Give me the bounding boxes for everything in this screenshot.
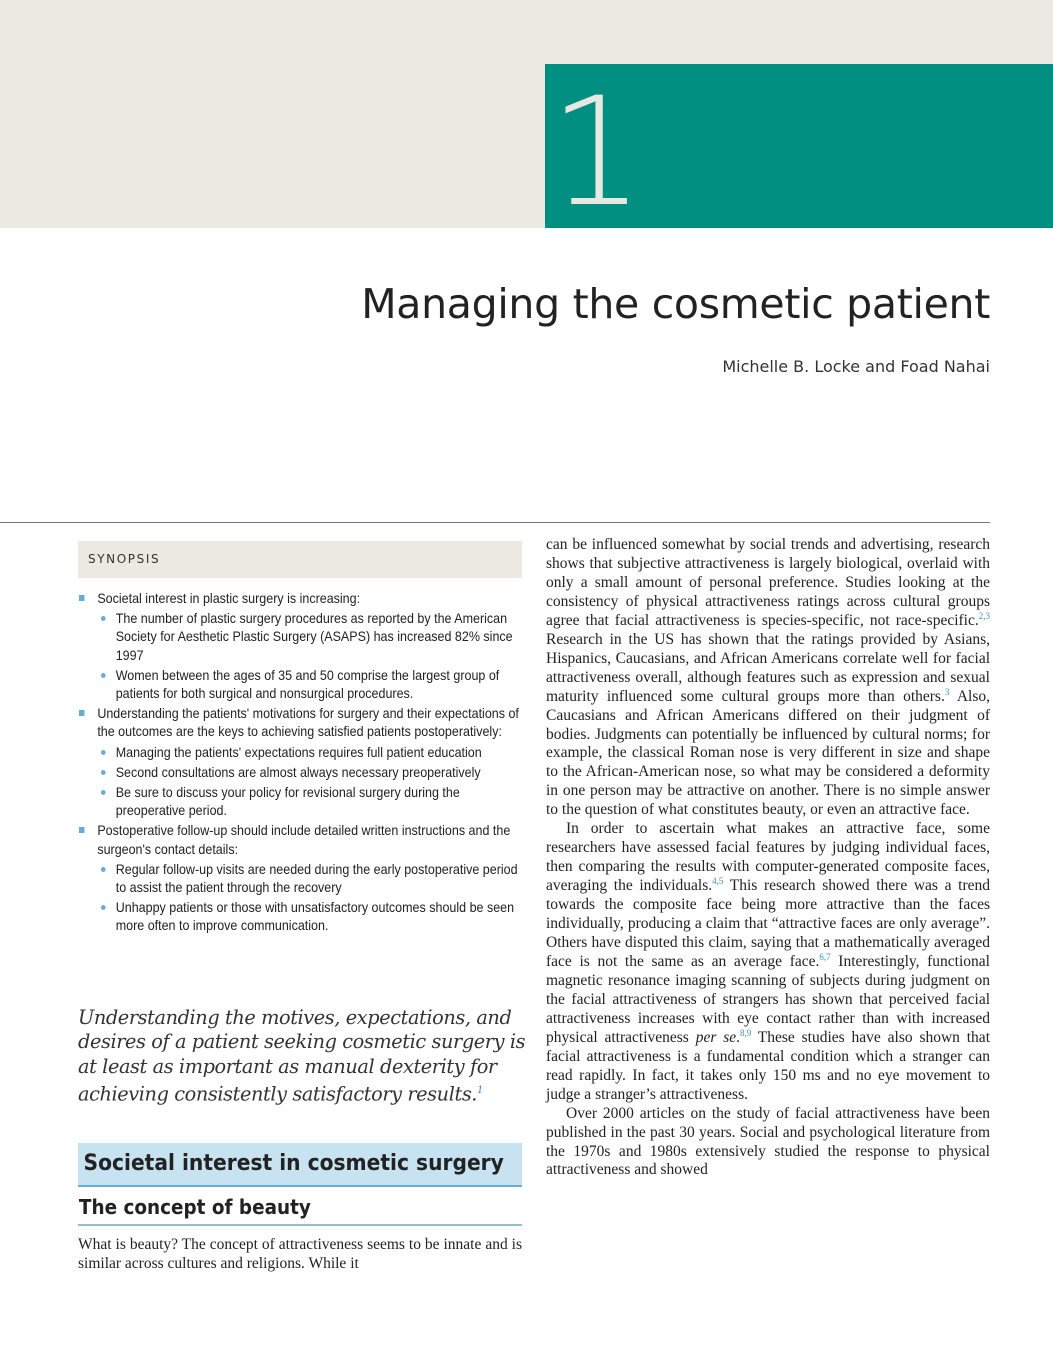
header-divider	[0, 522, 990, 523]
left-column-body	[78, 1236, 522, 1274]
synopsis-sublist	[97, 610, 519, 703]
synopsis-item	[78, 705, 520, 820]
paragraph-text: Also, Caucasians and African Americans differed on their judgment of bodies. Judgments can potentially be influenced by cultural norms; for example, the classical Roman nose is very different in size and shape to the African-American nose, so what may be considered a deformity in one person may be attractive on another. There is no simple answer to the question of what constitutes beauty, or even an attractive face.	[546, 687, 990, 819]
chapter-title: Managing the cosmetic patient	[361, 280, 990, 328]
paragraph-text: Interestingly, functional magnetic resonance imaging scanning of subjects during judgment on the facial attractiveness of strangers has shown that perceived facial attractiveness increases with eye contact rather than with increased physical attractiveness	[546, 952, 990, 1046]
synopsis-subitem: Women between the ages of 35 and 50 comprise the largest group of patients for both surgical and nonsurgical procedures.	[97, 667, 519, 703]
body-paragraph: What is beauty? The concept of attractiveness seems to be innate and is similar across cultures and religions. While it	[78, 1236, 522, 1272]
citation: 8,9	[739, 1027, 752, 1038]
synopsis-subitem: Managing the patients' expectations requires full patient education	[97, 744, 519, 762]
paragraph-text: .	[736, 1028, 740, 1046]
synopsis-item	[78, 590, 520, 703]
synopsis-heading: SYNOPSIS	[78, 541, 522, 578]
section-heading: Societal interest in cosmetic surgery	[83, 1151, 504, 1176]
synopsis-subitem: Second consultations are almost always necessary preoperatively	[97, 764, 519, 782]
citation: 3	[944, 686, 950, 697]
synopsis-item-text: Postoperative follow-up should include detailed written instructions and the surgeon's contact details:	[97, 823, 511, 857]
italic-text: per se	[695, 1028, 737, 1046]
paragraph-text: This research showed there was a trend towards the composite face being more attractive than the faces individually, producing a claim that “attractive faces are only average”. Others have disputed this claim, saying that a mathematically averaged face is not the same as an average face.	[546, 877, 990, 970]
paragraph-text: These studies have also shown that facial attractiveness is a fundamental condition which a stranger can read rapidly. In fact, it takes only 150 ms and no eye movement to judge a stranger’s attractiveness.	[546, 1028, 990, 1103]
paragraph-text: In order to ascertain what makes an attractive face, some researchers have assessed facial features by judging individual faces, then comparing the results with computer-generated composite faces, averaging the individuals.	[546, 820, 990, 895]
paragraph-text: can be influenced somewhat by social trends and advertising, research shows that subjective attractiveness is largely biological, overlaid with only a small amount of personal preference. Studies looking at the consistency of physical attractiveness ratings across cultural groups agree that facial attractiveness is species-specific, not race-specific.	[546, 536, 990, 629]
paragraph-text: Research in the US has shown that the ratings provided by Asians, Hispanics, Caucasians, and African Americans correlate well for facial attractiveness overall, although features such as expression and sexual maturity influenced some cultural groups more than others.	[546, 630, 990, 705]
quote-reference: 1	[477, 1085, 484, 1097]
chapter-authors: Michelle B. Locke and Foad Nahai	[722, 357, 990, 376]
section-heading-box	[78, 1143, 522, 1187]
pull-quote-text: Understanding the motives, expectations, and desires of a patient seeking cosmetic surgery is at least as important as manual dexterity for achieving consistently satisfactory results.	[78, 1006, 526, 1106]
synopsis-subitem: Be sure to discuss your policy for revisional surgery during the preoperative period.	[97, 784, 519, 820]
pull-quote	[78, 1006, 528, 1107]
body-paragraph	[546, 820, 990, 1104]
synopsis-subitem: The number of plastic surgery procedures as reported by the American Society for Aesthetic Plastic Surgery (ASAPS) has increased 82% since 1997	[97, 610, 519, 665]
body-paragraph: Over 2000 articles on the study of facial attractiveness have been published in the past 30 years. Social and psychological literature from the 1970s and 1980s extensively studied the response to physical attractiveness and showed	[546, 1104, 990, 1179]
citation: 4,5	[712, 876, 724, 886]
synopsis-sublist	[97, 861, 519, 936]
citation: 6,7	[819, 951, 831, 962]
synopsis-box	[78, 541, 522, 938]
subsection-heading: The concept of beauty	[78, 1195, 311, 1219]
body-paragraph	[546, 536, 990, 820]
chapter-number-box	[545, 64, 1053, 228]
synopsis-item-text: Societal interest in plastic surgery is increasing:	[97, 591, 361, 606]
chapter-number: 1	[549, 66, 637, 228]
synopsis-sublist	[97, 744, 519, 821]
right-column-body	[546, 536, 990, 1180]
citation: 2,3	[978, 610, 990, 621]
synopsis-list	[78, 590, 520, 936]
synopsis-item	[78, 822, 520, 935]
synopsis-subitem: Regular follow-up visits are needed during the early postoperative period to assist the patient through the recovery	[97, 861, 519, 897]
synopsis-item-text: Understanding the patients' motivations for surgery and their expectations of the outcomes are the keys to achieving satisfied patients postoperatively:	[97, 706, 519, 740]
synopsis-subitem: Unhappy patients or those with unsatisfactory outcomes should be seen more often to improve communication.	[97, 899, 519, 935]
subsection-heading-box	[78, 1192, 522, 1226]
